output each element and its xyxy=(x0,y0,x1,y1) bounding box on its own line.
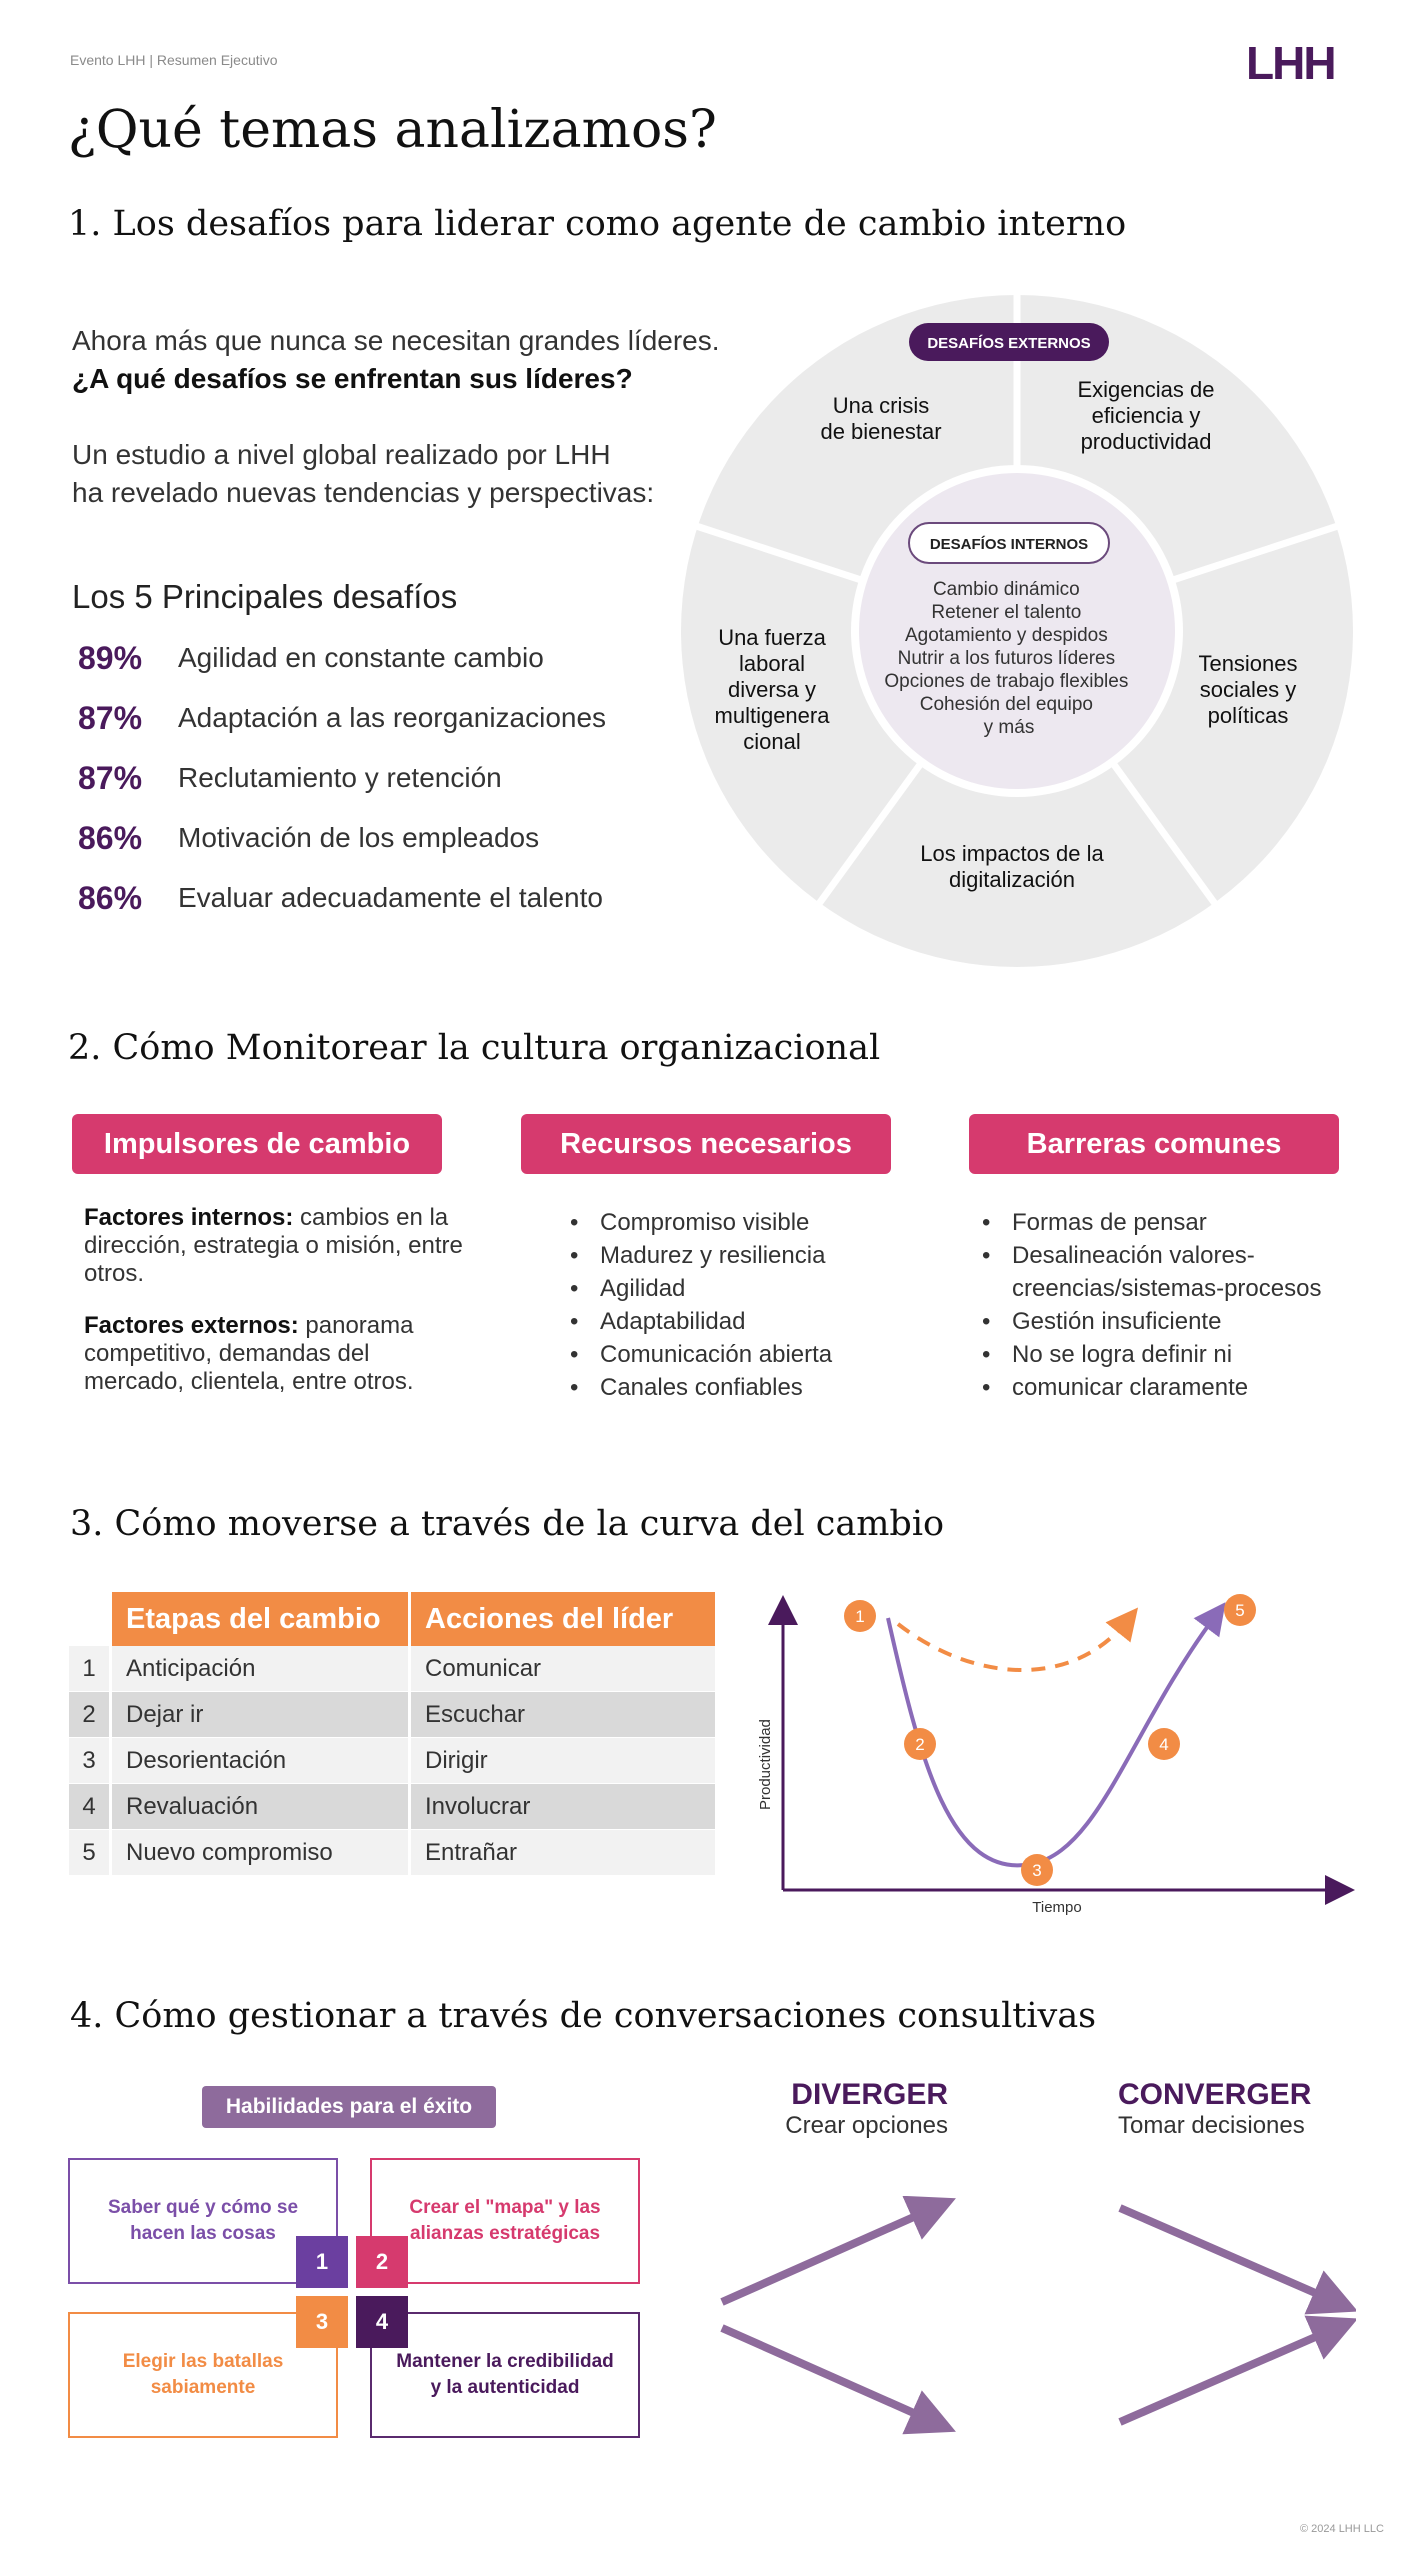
list-item: • Adaptabilidad xyxy=(566,1305,896,1338)
challenge-pct: 87% xyxy=(78,759,143,796)
challenge-row xyxy=(78,816,539,860)
row-action: Involucrar xyxy=(411,1784,715,1830)
table-row xyxy=(69,1830,715,1876)
challenge-row xyxy=(78,876,603,920)
internal-challenges-list: Cambio dinámico Retener el talento Agotamiento y despidos Nutrir a los futuros líderes Opciones de trabajo flexibles Cohesión del equipo y más xyxy=(884,579,1129,738)
challenges-wheel xyxy=(676,290,1358,972)
row-number: 3 xyxy=(69,1738,109,1784)
skill-box-3: Elegir las batallas sabiamente xyxy=(68,2312,338,2438)
diverger-block xyxy=(782,2078,948,2140)
row-action: Escuchar xyxy=(411,1692,715,1738)
list-item: • Canales confiables xyxy=(566,1371,896,1404)
converge-arrow-down xyxy=(1120,2208,1336,2302)
change-stages-table xyxy=(66,1592,718,1876)
table-row xyxy=(69,1738,715,1784)
skill-box-4: Mantener la credibilidad y la autenticidad xyxy=(370,2312,640,2438)
converger-subtitle: Tomar decisiones xyxy=(1118,2112,1305,2139)
curve-point-label: 5 xyxy=(1235,1601,1245,1620)
table-row xyxy=(69,1784,715,1830)
challenge-pct: 86% xyxy=(78,879,143,916)
skill-number-2: 2 xyxy=(356,2236,408,2288)
table-header-row xyxy=(69,1592,715,1646)
skill-box-1: Saber qué y cómo se hacen las cosas xyxy=(68,2158,338,2284)
challenge-row xyxy=(78,696,606,740)
row-action: Dirigir xyxy=(411,1738,715,1784)
list-item: • Compromiso visible xyxy=(566,1206,896,1239)
converger-title: CONVERGER xyxy=(1118,2078,1312,2111)
recursos-header: Recursos necesarios xyxy=(521,1114,891,1174)
skill-number-1: 1 xyxy=(296,2236,348,2288)
converge-arrow-up xyxy=(1120,2328,1336,2422)
external-factors: Factores externos: panorama competitivo, demandas del mercado, clientela, entre otros. xyxy=(84,1312,414,1395)
section2-title: 2. Cómo Monitorear la cultura organizacional xyxy=(68,1028,881,1068)
x-axis-label: Tiempo xyxy=(1032,1899,1082,1916)
header-subtitle: Evento LHH | Resumen Ejecutivo xyxy=(70,52,278,68)
diverger-subtitle: Crear opciones xyxy=(785,2112,948,2139)
top5-title: Los 5 Principales desafíos xyxy=(72,578,458,615)
table-header-stage: Etapas del cambio xyxy=(112,1592,408,1646)
challenge-label: Agilidad en constante cambio xyxy=(178,642,544,673)
y-axis-label: Productividad xyxy=(757,1719,774,1810)
challenge-pct: 89% xyxy=(78,639,143,676)
list-item: • Gestión insuficiente xyxy=(978,1305,1358,1338)
lhh-logo: LHH xyxy=(1246,37,1335,89)
section1-title: 1. Los desafíos para liderar como agente de cambio interno xyxy=(68,204,1127,244)
table-header-action: Acciones del líder xyxy=(411,1592,715,1646)
diverge-arrow-up xyxy=(722,2208,934,2302)
segment-tensiones: Tensiones sociales y políticas xyxy=(1198,651,1298,728)
intro-question: ¿A qué desafíos se enfrentan sus líderes? xyxy=(72,363,633,394)
list-item: • Desalineación valores-creencias/sistemas-procesos xyxy=(978,1239,1358,1305)
list-item: • No se logra definir ni xyxy=(978,1338,1358,1371)
table-header-blank xyxy=(69,1592,109,1646)
barreras-list xyxy=(978,1206,1358,1404)
list-item: • Comunicación abierta xyxy=(566,1338,896,1371)
row-number: 2 xyxy=(69,1692,109,1738)
row-action: Entrañar xyxy=(411,1830,715,1876)
segment-impactos: Los impactos de la digitalización xyxy=(920,841,1104,892)
segment-exigencias: Exigencias de eficiencia y productividad xyxy=(1077,377,1215,454)
curve-point-label: 3 xyxy=(1032,1861,1042,1880)
intro-line: ha revelado nuevas tendencias y perspectivas: xyxy=(72,477,655,508)
copyright: © 2024 LHH LLC xyxy=(1300,2523,1384,2535)
barreras-header: Barreras comunes xyxy=(969,1114,1339,1174)
row-stage: Anticipación xyxy=(112,1646,408,1692)
impulsores-header: Impulsores de cambio xyxy=(72,1114,442,1174)
challenge-pct: 86% xyxy=(78,819,143,856)
section1-intro xyxy=(72,322,720,512)
challenge-label: Reclutamiento y retención xyxy=(178,762,502,793)
skills-title: Habilidades para el éxito xyxy=(202,2086,496,2128)
skill-box-2: Crear el "mapa" y las alianzas estratégicas xyxy=(370,2158,640,2284)
segment-crisis: Una crisis de bienestar xyxy=(820,393,942,444)
recursos-list xyxy=(566,1206,896,1404)
ideal-curve xyxy=(898,1620,1128,1670)
diverger-title: DIVERGER xyxy=(791,2078,948,2111)
external-challenges-label: DESAFÍOS EXTERNOS xyxy=(927,335,1091,352)
section4-title: 4. Cómo gestionar a través de conversaciones consultivas xyxy=(70,1996,1097,2036)
challenge-label: Evaluar adecuadamente el talento xyxy=(178,882,603,913)
converger-block xyxy=(1118,2078,1311,2140)
challenge-label: Adaptación a las reorganizaciones xyxy=(178,702,607,733)
table-row xyxy=(69,1646,715,1692)
curve-point-label: 4 xyxy=(1159,1735,1169,1754)
row-number: 5 xyxy=(69,1830,109,1876)
row-stage: Dejar ir xyxy=(112,1692,408,1738)
challenge-pct: 87% xyxy=(78,699,143,736)
intro-line: Ahora más que nunca se necesitan grandes líderes. xyxy=(72,325,720,356)
row-stage: Revaluación xyxy=(112,1784,408,1830)
diverge-converge-arrows xyxy=(716,2196,1356,2436)
row-stage: Nuevo compromiso xyxy=(112,1830,408,1876)
section3-title: 3. Cómo moverse a través de la curva del cambio xyxy=(70,1504,945,1544)
table-row xyxy=(69,1692,715,1738)
segment-fuerza: Una fuerza laboral diversa y multigenera cional xyxy=(714,625,830,754)
internal-challenges-label: DESAFÍOS INTERNOS xyxy=(929,536,1089,553)
list-item: • comunicar claramente xyxy=(978,1371,1358,1404)
row-action: Comunicar xyxy=(411,1646,715,1692)
row-number: 1 xyxy=(69,1646,109,1692)
internal-factors: Factores internos: cambios en la dirección, estrategia o misión, entre otros. xyxy=(84,1204,463,1287)
challenge-label: Motivación de los empleados xyxy=(178,822,540,853)
intro-line: Un estudio a nivel global realizado por LHH xyxy=(72,439,611,470)
row-number: 4 xyxy=(69,1784,109,1830)
list-item: • Agilidad xyxy=(566,1272,896,1305)
curve-point-label: 1 xyxy=(855,1607,865,1626)
skill-number-3: 3 xyxy=(296,2296,348,2348)
page-title: ¿Qué temas analizamos? xyxy=(68,100,717,160)
curve-point-label: 2 xyxy=(915,1735,925,1754)
list-item: • Madurez y resiliencia xyxy=(566,1239,896,1272)
challenge-row xyxy=(78,756,502,800)
row-stage: Desorientación xyxy=(112,1738,408,1784)
list-item: • Formas de pensar xyxy=(978,1206,1358,1239)
skill-number-4: 4 xyxy=(356,2296,408,2348)
change-curve xyxy=(750,1580,1360,1920)
challenge-row xyxy=(78,636,544,680)
diverge-arrow-down xyxy=(722,2328,934,2422)
